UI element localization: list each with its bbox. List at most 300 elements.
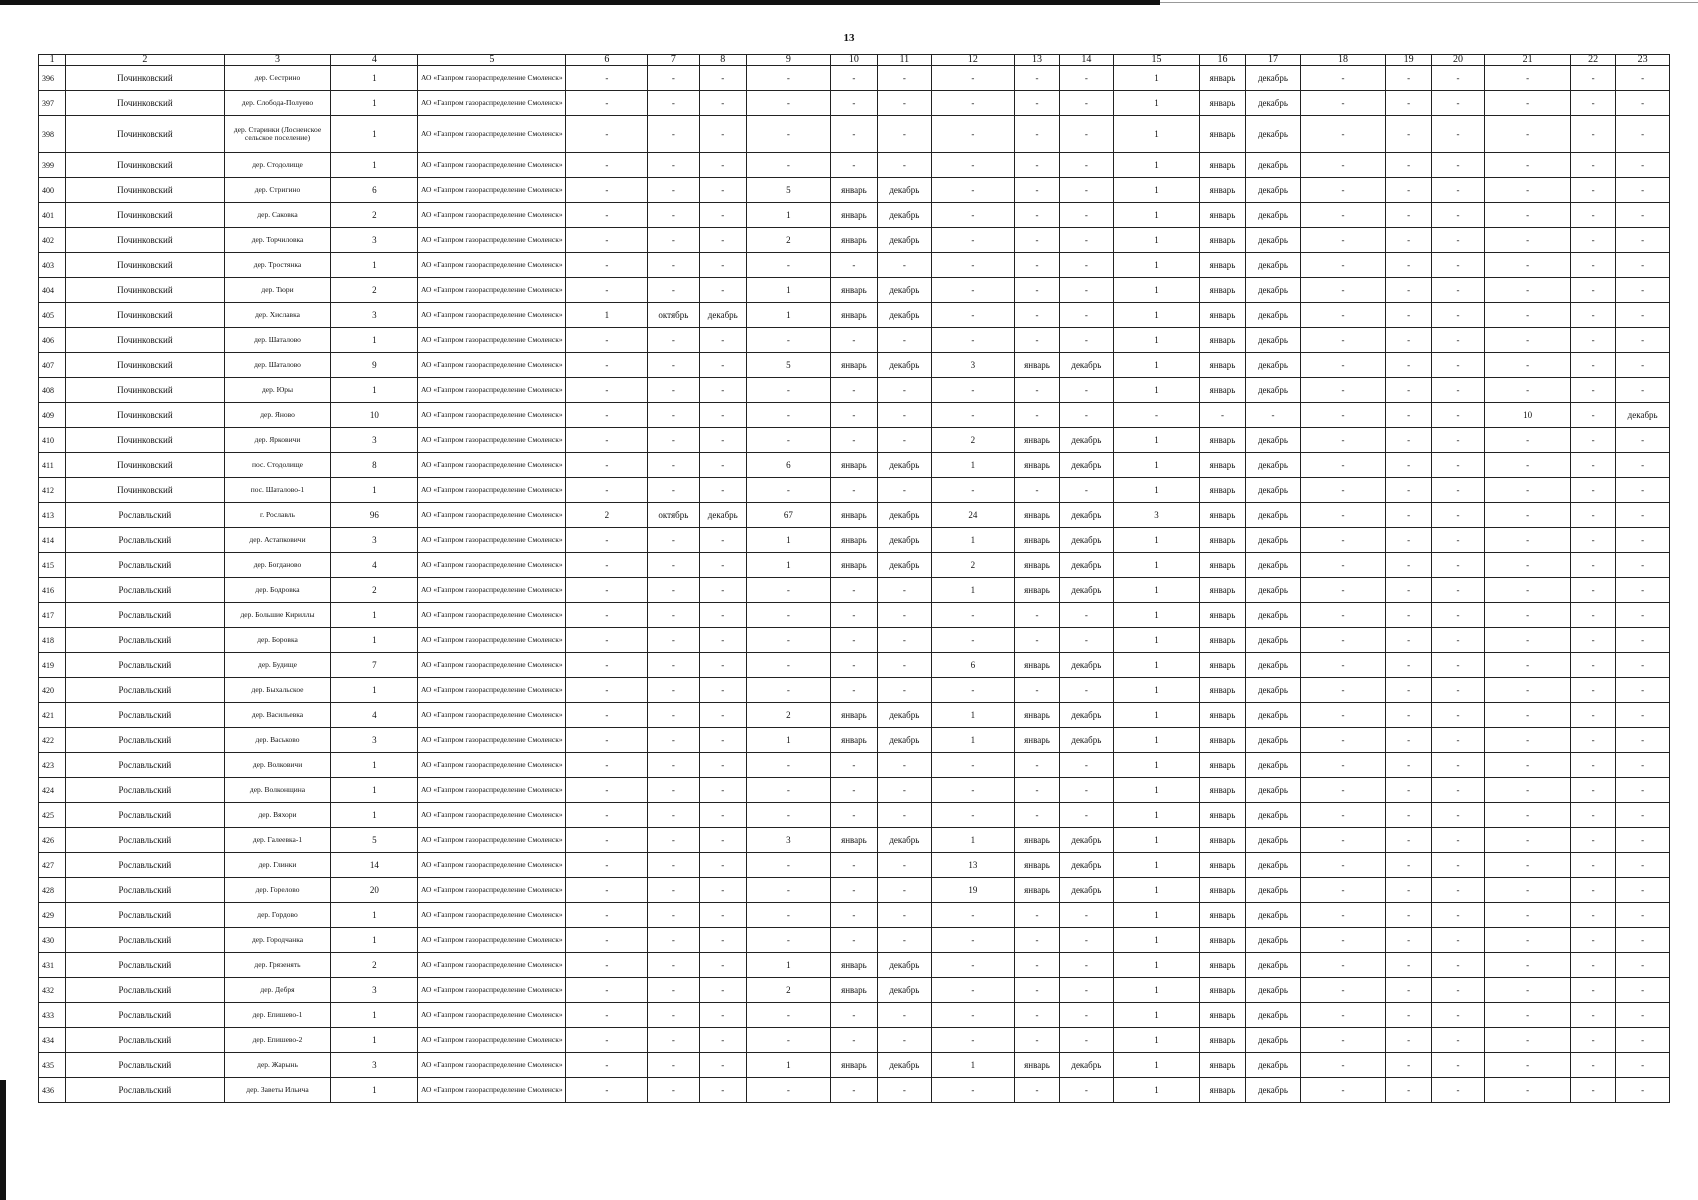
value-cell: - <box>1300 178 1386 203</box>
value-cell: январь <box>1199 1028 1245 1053</box>
table-row <box>39 578 1670 603</box>
value-cell: декабрь <box>1246 478 1300 503</box>
table-row <box>39 728 1670 753</box>
settlement-cell: дер. Шаталово <box>224 328 331 353</box>
value-cell: - <box>1570 503 1615 528</box>
settlement-cell: дер. Грязенять <box>224 953 331 978</box>
value-cell: - <box>931 328 1015 353</box>
value-cell: 6 <box>747 453 831 478</box>
value-cell: декабрь <box>699 503 746 528</box>
value-cell: - <box>931 903 1015 928</box>
settlement-cell: дер. Волконщина <box>224 778 331 803</box>
count-cell: 3 <box>331 228 418 253</box>
value-cell: 1 <box>931 528 1015 553</box>
value-cell: - <box>1485 116 1571 153</box>
value-cell: - <box>1386 628 1431 653</box>
value-cell: - <box>699 116 746 153</box>
table-row <box>39 903 1670 928</box>
value-cell: 1 <box>1114 116 1200 153</box>
settlement-cell: пос. Шаталово-1 <box>224 478 331 503</box>
table-row <box>39 703 1670 728</box>
value-cell: - <box>1431 828 1484 853</box>
value-cell: 1 <box>931 703 1015 728</box>
value-cell: - <box>1616 528 1670 553</box>
value-cell: - <box>747 803 831 828</box>
value-cell: - <box>1616 1078 1670 1103</box>
value-cell: - <box>1616 253 1670 278</box>
value-cell: - <box>1059 978 1113 1003</box>
settlement-cell: дер. Хиславка <box>224 303 331 328</box>
value-cell: декабрь <box>1059 878 1113 903</box>
value-cell: январь <box>1015 653 1059 678</box>
value-cell: - <box>566 203 648 228</box>
table-row <box>39 253 1670 278</box>
value-cell: - <box>1616 353 1670 378</box>
value-cell: декабрь <box>878 953 931 978</box>
value-cell: - <box>1386 153 1431 178</box>
value-cell: - <box>566 553 648 578</box>
value-cell: декабрь <box>1246 1028 1300 1053</box>
value-cell: - <box>1015 778 1059 803</box>
value-cell: декабрь <box>878 1053 931 1078</box>
value-cell: 3 <box>747 828 831 853</box>
value-cell: - <box>1059 403 1113 428</box>
row-number: 401 <box>39 203 66 228</box>
value-cell: - <box>1431 978 1484 1003</box>
value-cell: - <box>1386 853 1431 878</box>
value-cell: январь <box>830 278 877 303</box>
value-cell: - <box>1300 1053 1386 1078</box>
value-cell: - <box>1300 1078 1386 1103</box>
value-cell: декабрь <box>878 203 931 228</box>
value-cell: - <box>1570 403 1615 428</box>
value-cell: - <box>931 1028 1015 1053</box>
count-cell: 2 <box>331 278 418 303</box>
value-cell: - <box>878 678 931 703</box>
value-cell: - <box>931 116 1015 153</box>
district-cell: Рославльский <box>66 803 224 828</box>
organization-cell: АО «Газпром газораспределение Смоленск» <box>418 753 566 778</box>
value-cell: - <box>830 66 877 91</box>
value-cell: - <box>1300 203 1386 228</box>
table-row <box>39 353 1670 378</box>
district-cell: Рославльский <box>66 978 224 1003</box>
value-cell: - <box>566 703 648 728</box>
value-cell: - <box>699 278 746 303</box>
value-cell: - <box>1059 953 1113 978</box>
value-cell: - <box>699 1028 746 1053</box>
value-cell: - <box>1570 928 1615 953</box>
count-cell: 3 <box>331 978 418 1003</box>
settlement-cell: дер. Яново <box>224 403 331 428</box>
organization-cell: АО «Газпром газораспределение Смоленск» <box>418 478 566 503</box>
organization-cell: АО «Газпром газораспределение Смоленск» <box>418 678 566 703</box>
table-row <box>39 503 1670 528</box>
organization-cell: АО «Газпром газораспределение Смоленск» <box>418 603 566 628</box>
value-cell: декабрь <box>1246 66 1300 91</box>
value-cell: - <box>931 253 1015 278</box>
value-cell: январь <box>1199 903 1245 928</box>
value-cell: - <box>648 428 699 453</box>
value-cell: - <box>1386 903 1431 928</box>
table-row <box>39 1028 1670 1053</box>
count-cell: 1 <box>331 1078 418 1103</box>
value-cell: - <box>1570 303 1615 328</box>
value-cell: - <box>1059 278 1113 303</box>
settlement-cell: г. Рославль <box>224 503 331 528</box>
value-cell: - <box>1485 603 1571 628</box>
value-cell: - <box>1485 928 1571 953</box>
count-cell: 1 <box>331 66 418 91</box>
count-cell: 3 <box>331 303 418 328</box>
column-header: 16 <box>1199 55 1245 66</box>
table-row <box>39 528 1670 553</box>
row-number: 415 <box>39 553 66 578</box>
value-cell: - <box>1485 478 1571 503</box>
value-cell: - <box>699 628 746 653</box>
value-cell: - <box>566 778 648 803</box>
value-cell: - <box>566 91 648 116</box>
row-number: 423 <box>39 753 66 778</box>
value-cell: 1 <box>1114 728 1200 753</box>
count-cell: 4 <box>331 703 418 728</box>
value-cell: январь <box>1199 66 1245 91</box>
value-cell: декабрь <box>1246 328 1300 353</box>
value-cell: - <box>830 903 877 928</box>
value-cell: - <box>931 753 1015 778</box>
row-number: 409 <box>39 403 66 428</box>
value-cell: - <box>699 203 746 228</box>
value-cell: - <box>1300 878 1386 903</box>
value-cell: - <box>878 403 931 428</box>
organization-cell: АО «Газпром газораспределение Смоленск» <box>418 303 566 328</box>
value-cell: - <box>566 753 648 778</box>
value-cell: - <box>699 178 746 203</box>
count-cell: 1 <box>331 253 418 278</box>
value-cell: 10 <box>1485 403 1571 428</box>
value-cell: - <box>1300 478 1386 503</box>
column-number-row <box>39 55 1670 66</box>
count-cell: 1 <box>331 628 418 653</box>
value-cell: - <box>1431 653 1484 678</box>
value-cell: январь <box>1199 853 1245 878</box>
value-cell: - <box>1386 1078 1431 1103</box>
organization-cell: АО «Газпром газораспределение Смоленск» <box>418 66 566 91</box>
value-cell: - <box>1616 1003 1670 1028</box>
value-cell: - <box>566 178 648 203</box>
value-cell: - <box>1570 828 1615 853</box>
value-cell: - <box>1570 478 1615 503</box>
settlement-cell: дер. Городчанка <box>224 928 331 953</box>
value-cell: - <box>830 253 877 278</box>
table-row <box>39 803 1670 828</box>
value-cell: декабрь <box>878 353 931 378</box>
value-cell: - <box>648 178 699 203</box>
value-cell: - <box>566 453 648 478</box>
value-cell: - <box>1059 478 1113 503</box>
value-cell: - <box>1386 728 1431 753</box>
value-cell: - <box>1300 91 1386 116</box>
column-header: 11 <box>878 55 931 66</box>
value-cell: - <box>648 153 699 178</box>
value-cell: декабрь <box>878 978 931 1003</box>
value-cell: - <box>878 778 931 803</box>
value-cell: - <box>1485 1053 1571 1078</box>
value-cell: - <box>699 528 746 553</box>
value-cell: 1 <box>747 528 831 553</box>
value-cell: - <box>1059 678 1113 703</box>
value-cell: - <box>1431 253 1484 278</box>
value-cell: - <box>648 91 699 116</box>
column-header: 17 <box>1246 55 1300 66</box>
settlement-cell: дер. Старинки (Лосненское сельское поселение) <box>224 116 331 153</box>
value-cell: - <box>878 328 931 353</box>
value-cell: - <box>931 66 1015 91</box>
value-cell: январь <box>1015 703 1059 728</box>
count-cell: 1 <box>331 803 418 828</box>
column-header: 6 <box>566 55 648 66</box>
value-cell: 1 <box>747 203 831 228</box>
value-cell: январь <box>1015 503 1059 528</box>
value-cell: - <box>1386 928 1431 953</box>
value-cell: - <box>1059 378 1113 403</box>
table-row <box>39 978 1670 1003</box>
value-cell: - <box>1386 278 1431 303</box>
value-cell: - <box>1616 153 1670 178</box>
value-cell: - <box>1015 328 1059 353</box>
value-cell: - <box>648 803 699 828</box>
count-cell: 1 <box>331 378 418 403</box>
value-cell: - <box>830 153 877 178</box>
value-cell: - <box>1570 753 1615 778</box>
value-cell: декабрь <box>1059 653 1113 678</box>
table-row <box>39 203 1670 228</box>
row-number: 419 <box>39 653 66 678</box>
table-row <box>39 153 1670 178</box>
value-cell: - <box>878 91 931 116</box>
value-cell: - <box>1485 978 1571 1003</box>
count-cell: 1 <box>331 153 418 178</box>
value-cell: - <box>648 853 699 878</box>
value-cell: январь <box>1199 753 1245 778</box>
value-cell: - <box>1570 978 1615 1003</box>
row-number: 404 <box>39 278 66 303</box>
value-cell: - <box>931 203 1015 228</box>
value-cell: 1 <box>1114 578 1200 603</box>
value-cell: - <box>1199 403 1245 428</box>
value-cell: - <box>1616 428 1670 453</box>
value-cell: - <box>699 778 746 803</box>
value-cell: - <box>566 478 648 503</box>
value-cell: 1 <box>1114 178 1200 203</box>
value-cell: - <box>1570 378 1615 403</box>
value-cell: декабрь <box>878 553 931 578</box>
organization-cell: АО «Газпром газораспределение Смоленск» <box>418 903 566 928</box>
value-cell: 1 <box>1114 803 1200 828</box>
value-cell: - <box>1616 828 1670 853</box>
settlement-cell: дер. Богданово <box>224 553 331 578</box>
value-cell: декабрь <box>1246 828 1300 853</box>
value-cell: - <box>931 153 1015 178</box>
value-cell: - <box>1386 91 1431 116</box>
value-cell: - <box>1015 753 1059 778</box>
value-cell: декабрь <box>1246 153 1300 178</box>
value-cell: - <box>1485 503 1571 528</box>
value-cell: - <box>1300 1028 1386 1053</box>
value-cell: - <box>878 753 931 778</box>
value-cell: 6 <box>931 653 1015 678</box>
value-cell: - <box>1386 603 1431 628</box>
value-cell: - <box>931 91 1015 116</box>
value-cell: - <box>1431 903 1484 928</box>
value-cell: январь <box>1199 453 1245 478</box>
value-cell: - <box>1431 478 1484 503</box>
value-cell: - <box>1015 978 1059 1003</box>
value-cell: январь <box>830 203 877 228</box>
value-cell: - <box>1431 853 1484 878</box>
value-cell: - <box>1485 903 1571 928</box>
column-header: 10 <box>830 55 877 66</box>
value-cell: 1 <box>1114 453 1200 478</box>
row-number: 421 <box>39 703 66 728</box>
value-cell: - <box>1300 953 1386 978</box>
value-cell: - <box>1386 253 1431 278</box>
settlement-cell: пос. Стодолище <box>224 453 331 478</box>
value-cell: - <box>1616 978 1670 1003</box>
value-cell: - <box>1300 1003 1386 1028</box>
value-cell: - <box>699 828 746 853</box>
value-cell: - <box>1570 628 1615 653</box>
value-cell: - <box>1386 953 1431 978</box>
value-cell: - <box>1616 853 1670 878</box>
district-cell: Починковский <box>66 153 224 178</box>
value-cell: - <box>566 228 648 253</box>
value-cell: - <box>1616 453 1670 478</box>
value-cell: - <box>1300 803 1386 828</box>
value-cell: - <box>1386 378 1431 403</box>
value-cell: - <box>1386 703 1431 728</box>
value-cell: - <box>1616 928 1670 953</box>
value-cell: - <box>1616 753 1670 778</box>
value-cell: январь <box>830 228 877 253</box>
value-cell: - <box>830 428 877 453</box>
value-cell: - <box>1616 203 1670 228</box>
row-number: 398 <box>39 116 66 153</box>
value-cell: декабрь <box>1246 303 1300 328</box>
value-cell: - <box>830 328 877 353</box>
value-cell: - <box>1300 428 1386 453</box>
row-number: 435 <box>39 1053 66 1078</box>
value-cell: январь <box>830 978 877 1003</box>
value-cell: январь <box>1199 653 1245 678</box>
value-cell: 1 <box>1114 828 1200 853</box>
value-cell: - <box>1059 228 1113 253</box>
row-number: 416 <box>39 578 66 603</box>
value-cell: - <box>1616 653 1670 678</box>
value-cell: январь <box>1199 203 1245 228</box>
table-row <box>39 653 1670 678</box>
organization-cell: АО «Газпром газораспределение Смоленск» <box>418 1003 566 1028</box>
value-cell: - <box>648 228 699 253</box>
value-cell: - <box>566 578 648 603</box>
row-number: 413 <box>39 503 66 528</box>
value-cell: декабрь <box>878 228 931 253</box>
table-row <box>39 116 1670 153</box>
value-cell: - <box>566 828 648 853</box>
value-cell: - <box>1431 1003 1484 1028</box>
value-cell: декабрь <box>878 528 931 553</box>
value-cell: 1 <box>1114 778 1200 803</box>
value-cell: - <box>931 278 1015 303</box>
value-cell: - <box>1386 878 1431 903</box>
value-cell: декабрь <box>1246 978 1300 1003</box>
district-cell: Рославльский <box>66 903 224 928</box>
value-cell: декабрь <box>1246 678 1300 703</box>
value-cell: - <box>931 953 1015 978</box>
value-cell: - <box>1386 453 1431 478</box>
value-cell: 13 <box>931 853 1015 878</box>
value-cell: 1 <box>1114 753 1200 778</box>
value-cell: - <box>1570 578 1615 603</box>
value-cell: 1 <box>747 278 831 303</box>
value-cell: декабрь <box>1246 178 1300 203</box>
value-cell: - <box>1485 828 1571 853</box>
table-row <box>39 678 1670 703</box>
value-cell: 67 <box>747 503 831 528</box>
value-cell: - <box>878 253 931 278</box>
table-row <box>39 478 1670 503</box>
row-number: 426 <box>39 828 66 853</box>
value-cell: декабрь <box>1246 1078 1300 1103</box>
value-cell: - <box>1059 178 1113 203</box>
value-cell: - <box>1015 628 1059 653</box>
value-cell: - <box>1059 753 1113 778</box>
value-cell: - <box>1300 353 1386 378</box>
count-cell: 1 <box>331 903 418 928</box>
value-cell: - <box>699 578 746 603</box>
value-cell: - <box>648 703 699 728</box>
value-cell: - <box>648 66 699 91</box>
district-cell: Починковский <box>66 178 224 203</box>
value-cell: - <box>1015 91 1059 116</box>
value-cell: - <box>1300 116 1386 153</box>
value-cell: январь <box>1199 1053 1245 1078</box>
value-cell: - <box>931 303 1015 328</box>
value-cell: - <box>566 853 648 878</box>
value-cell: - <box>1386 228 1431 253</box>
settlement-cell: дер. Стодолище <box>224 153 331 178</box>
value-cell: - <box>1246 403 1300 428</box>
value-cell: - <box>1059 1078 1113 1103</box>
count-cell: 2 <box>331 578 418 603</box>
organization-cell: АО «Газпром газораспределение Смоленск» <box>418 828 566 853</box>
value-cell: - <box>699 228 746 253</box>
value-cell: - <box>747 66 831 91</box>
value-cell: - <box>1570 603 1615 628</box>
value-cell: - <box>1386 203 1431 228</box>
count-cell: 1 <box>331 1028 418 1053</box>
table-row <box>39 853 1670 878</box>
value-cell: - <box>648 953 699 978</box>
value-cell: 2 <box>931 428 1015 453</box>
value-cell: 1 <box>1114 678 1200 703</box>
value-cell: - <box>1616 116 1670 153</box>
column-header: 7 <box>648 55 699 66</box>
table-row <box>39 91 1670 116</box>
value-cell: - <box>566 953 648 978</box>
value-cell: декабрь <box>699 303 746 328</box>
value-cell: декабрь <box>1059 528 1113 553</box>
